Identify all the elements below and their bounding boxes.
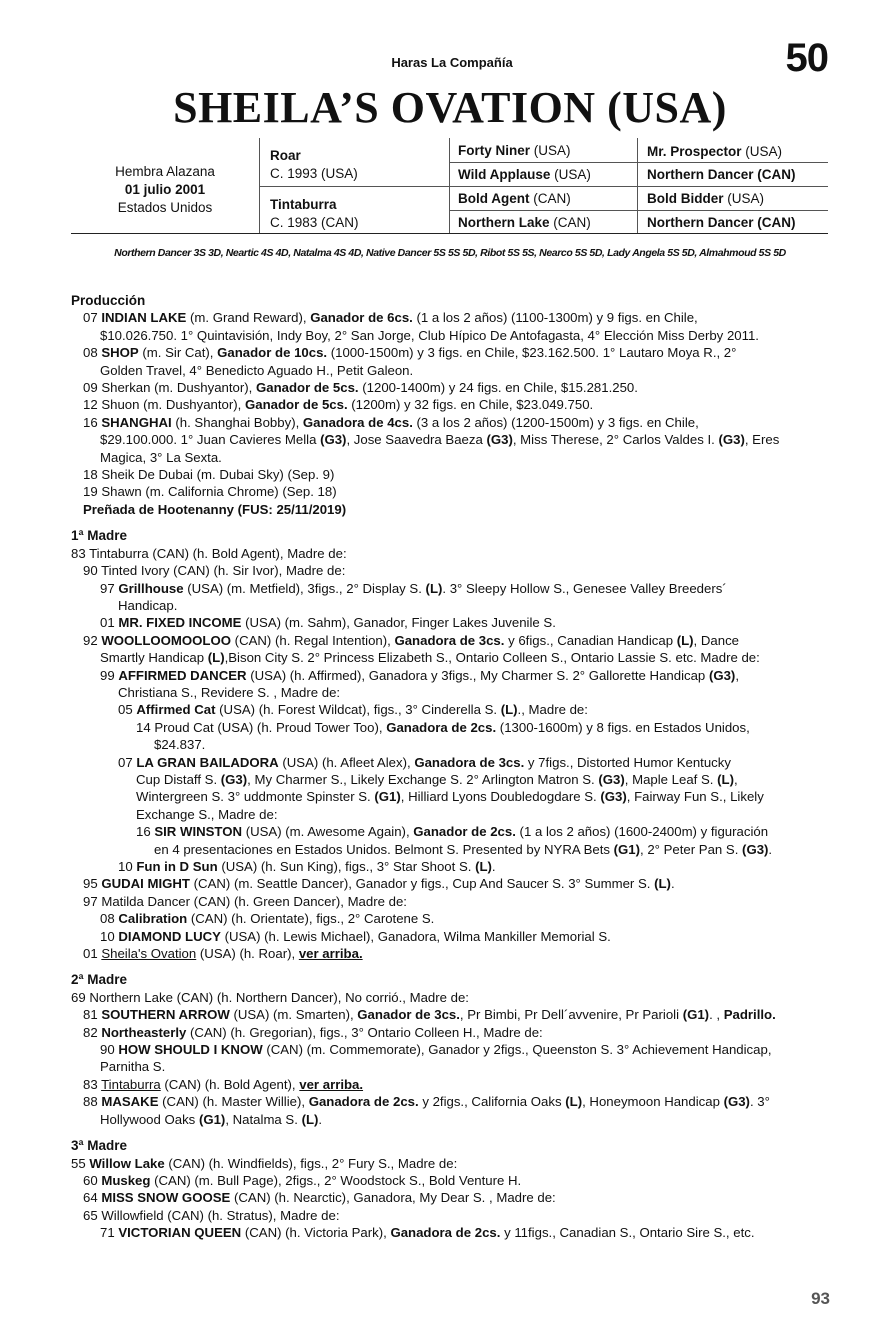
section-gap — [71, 1128, 831, 1137]
record-line: 09 Sherkan (m. Dushyantor), Ganador de 5cs. (1200-1400m) y 24 figs. en Chile, $15.281.250. — [83, 380, 638, 396]
record-line: 19 Shawn (m. California Chrome) (Sep. 18) — [83, 484, 337, 500]
record-line: 95 GUDAI MIGHT (CAN) (m. Seattle Dancer), Ganador y figs., Cup And Saucer S. 3° Summer S. (L). — [83, 876, 675, 892]
record-line: 83 Tintaburra (CAN) (h. Bold Agent), Madre de: — [71, 545, 347, 561]
record-line: 71 VICTORIAN QUEEN (CAN) (h. Victoria Park), Ganadora de 2cs. y 11figs., Canadian S., Ontario Sire S., etc. — [100, 1225, 755, 1241]
record-line: en 4 presentaciones en Estados Unidos. Belmont S. Presented by NYRA Bets (G1), 2° Peter Pan S. (G3). — [154, 841, 773, 857]
record-line: $29.100.000. 1° Juan Cavieres Mella (G3), Jose Saavedra Baeza (G3), Miss Therese, 2° Carlos Valdes I. (G3), Eres — [100, 432, 780, 448]
record-line: Exchange S., Madre de: — [136, 806, 278, 822]
record-line: 97 Matilda Dancer (CAN) (h. Green Dancer), Madre de: — [83, 893, 407, 909]
horse-title: SHEILA’S OVATION (USA) — [173, 83, 727, 132]
record-line: Hollywood Oaks (G1), Natalma S. (L). — [100, 1111, 323, 1127]
record-line: $24.837. — [154, 737, 206, 753]
horse-info — [71, 163, 259, 217]
sire-info: C. 1993 (USA) — [270, 166, 358, 181]
gen3-ancestor: Bold Bidder (USA) — [647, 191, 765, 206]
lot-number: 50 — [785, 36, 828, 80]
record-line: 16 SIR WINSTON (USA) (m. Awesome Again), Ganador de 2cs. (1 a los 2 años) (1600-2400m) y figuración — [136, 824, 769, 840]
section-gap — [71, 962, 831, 971]
section-heading: 3ª Madre — [71, 1138, 128, 1154]
sire-name: Roar — [270, 148, 301, 163]
record-line: 10 DIAMOND LUCY (USA) (h. Lewis Michael), Ganadora, Wilma Mankiller Memorial S. — [100, 928, 611, 944]
record-line: 01 Sheila's Ovation (USA) (h. Roar), ver arriba. — [83, 946, 363, 962]
dam-info: C. 1983 (CAN) — [270, 215, 359, 230]
gen3-ancestor: Northern Dancer (CAN) — [647, 167, 796, 182]
breeder-name: Haras La Compañía — [391, 55, 513, 70]
record-line: 07 INDIAN LAKE (m. Grand Reward), Ganador de 6cs. (1 a los 2 años) (1100-1300m) y 9 figs. en Chile, — [83, 310, 698, 326]
record-line: 01 MR. FIXED INCOME (USA) (m. Sahm), Ganador, Finger Lakes Juvenile S. — [100, 615, 556, 631]
record-line: $10.026.750. 1° Quintavisión, Indy Boy, 2° San Jorge, Club Hípico De Antofagasta, 4° Elección Miss Derby 2011. — [100, 327, 759, 343]
dam-cell — [270, 196, 359, 232]
page-number: 93 — [811, 1289, 830, 1308]
record-line: 82 Northeasterly (CAN) (h. Gregorian), figs., 3° Ontario Colleen H., Madre de: — [83, 1024, 543, 1040]
sire-cell — [270, 147, 358, 183]
gen2-ancestor: Bold Agent (CAN) — [458, 191, 571, 206]
record-line: Cup Distaff S. (G3), My Charmer S., Likely Exchange S. 2° Arlington Matron S. (G3), Maple Leaf S. (L), — [136, 771, 738, 787]
record-line: Wintergreen S. 3° uddmonte Spinster S. (G1), Hilliard Lyons Doubledogdare S. (G3), Fairway Fun S., Likely — [136, 789, 764, 805]
record-line: 08 Calibration (CAN) (h. Orientate), figs., 2° Carotene S. — [100, 911, 435, 927]
section-heading: Producción — [71, 293, 146, 308]
gen3-ancestor: Mr. Prospector (USA) — [647, 144, 783, 159]
record-line: Preñada de Hootenanny (FUS: 25/11/2019) — [83, 501, 347, 517]
record-line: Christiana S., Revidere S. , Madre de: — [118, 684, 341, 700]
record-line: 69 Northern Lake (CAN) (h. Northern Dancer), No corrió., Madre de: — [71, 989, 469, 1005]
record-line: 97 Grillhouse (USA) (m. Metfield), 3figs., 2° Display S. (L). 3° Sleepy Hollow S., Genesee Valley Breeders´ — [100, 580, 727, 596]
record-line: Magica, 3° La Sexta. — [100, 449, 222, 465]
record-line: Parnitha S. — [100, 1059, 166, 1075]
pedigree-table — [71, 138, 828, 234]
horse-country: Estados Unidos — [117, 200, 213, 215]
record-line: 65 Willowfield (CAN) (h. Stratus), Madre de: — [83, 1207, 340, 1223]
record-line: Handicap. — [118, 597, 178, 613]
dam-name: Tintaburra — [270, 197, 337, 212]
record-line: 92 WOOLLOOMOOLOO (CAN) (h. Regal Intention), Ganadora de 3cs. y 6figs., Canadian Handicap (L), Dance — [83, 632, 739, 648]
record-line: 05 Affirmed Cat (USA) (h. Forest Wildcat), figs., 3° Cinderella S. (L)., Madre de: — [118, 702, 588, 718]
record-line: 88 MASAKE (CAN) (h. Master Willie), Ganadora de 2cs. y 2figs., California Oaks (L), Honeymoon Handicap (G3). 3° — [83, 1094, 770, 1110]
record-line: 90 HOW SHOULD I KNOW (CAN) (m. Commemorate), Ganador y 2figs., Queenston S. 3° Achievement Handicap, — [100, 1042, 772, 1058]
record-line: 18 Sheik De Dubai (m. Dubai Sky) (Sep. 9) — [83, 467, 335, 483]
record-line: 99 AFFIRMED DANCER (USA) (h. Affirmed), Ganadora y 3figs., My Charmer S. 2° Gallorette Handicap (G3), — [100, 667, 739, 683]
horse-sex-color: Hembra Alazana — [115, 164, 215, 179]
record-line: 12 Shuon (m. Dushyantor), Ganador de 5cs. (1200m) y 32 figs. en Chile, $23.049.750. — [83, 397, 594, 413]
record-line: 07 LA GRAN BAILADORA (USA) (h. Afleet Alex), Ganadora de 3cs. y 7figs., Distorted Humor Kentucky — [118, 754, 731, 770]
record-line: 81 SOUTHERN ARROW (USA) (m. Smarten), Ganador de 3cs., Pr Bimbi, Pr Dell´avvenire, Pr Parioli (G1). , Padrillo. — [83, 1007, 776, 1023]
section-gap — [71, 518, 831, 527]
record-line: 90 Tinted Ivory (CAN) (h. Sir Ivor), Madre de: — [83, 563, 346, 579]
record-line: Smartly Handicap (L),Bison City S. 2° Princess Elizabeth S., Ontario Colleen S., Ontario Lassie S. etc. Madre de: — [100, 650, 760, 666]
record-line: 64 MISS SNOW GOOSE (CAN) (h. Nearctic), Ganadora, My Dear S. , Madre de: — [83, 1190, 556, 1206]
record-line: 16 SHANGHAI (h. Shanghai Bobby), Ganadora de 4cs. (3 a los 2 años) (1200-1500m) y 3 figs. en Chile, — [83, 414, 699, 430]
family-records — [71, 292, 831, 1242]
gen2-ancestor: Forty Niner (USA) — [458, 143, 571, 158]
gen2-ancestor: Northern Lake (CAN) — [458, 215, 591, 230]
gen3-ancestor: Northern Dancer (CAN) — [647, 215, 796, 230]
section-heading: 2ª Madre — [71, 972, 128, 988]
record-line: 55 Willow Lake (CAN) (h. Windfields), figs., 2° Fury S., Madre de: — [71, 1155, 458, 1171]
section-heading: 1ª Madre — [71, 528, 128, 544]
record-line: 08 SHOP (m. Sir Cat), Ganador de 10cs. (1000-1500m) y 3 figs. en Chile, $23.162.500. 1° Lautaro Moya R., 2° — [83, 345, 737, 361]
record-line: 60 Muskeg (CAN) (m. Bull Page), 2figs., 2° Woodstock S., Bold Venture H. — [83, 1172, 522, 1188]
horse-birth-date: 01 julio 2001 — [124, 182, 206, 197]
inbreeding-line: Northern Dancer 3S 3D, Neartic 4S 4D, Natalma 4S 4D, Native Dancer 5S 5S 5D, Ribot 5S 5S, Nearco 5S 5D, Lady Angela 5S 5D, Almahmoud 5S 5D — [114, 247, 786, 259]
gen2-ancestor: Wild Applause (USA) — [458, 167, 591, 182]
record-line: Golden Travel, 4° Benedicto Aguado H., Petit Galeon. — [100, 362, 414, 378]
record-line: 83 Tintaburra (CAN) (h. Bold Agent), ver arriba. — [83, 1076, 364, 1092]
record-line: 10 Fun in D Sun (USA) (h. Sun King), figs., 3° Star Shoot S. (L). — [118, 859, 496, 874]
record-line: 14 Proud Cat (USA) (h. Proud Tower Too), Ganadora de 2cs. (1300-1600m) y 8 figs. en Estados Unidos, — [136, 719, 750, 735]
